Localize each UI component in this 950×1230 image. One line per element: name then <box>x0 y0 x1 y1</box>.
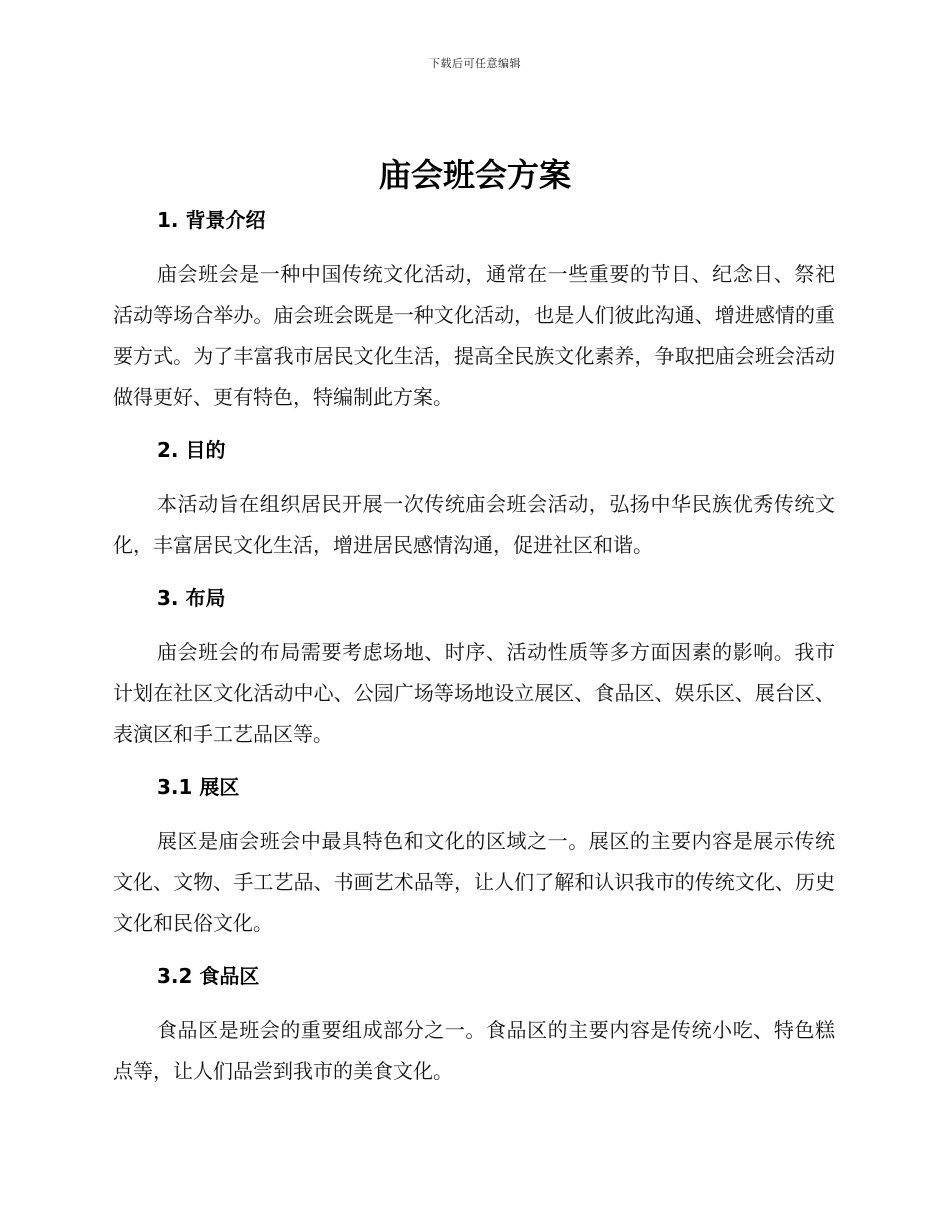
section-purpose <box>113 432 835 580</box>
section-heading: 3.2 食品区 <box>157 964 260 988</box>
section-paragraph: 食品区是班会的重要组成部分之一。食品区的主要内容是传统小吃、特色糕点等，让人们品尝到我市的美食文化。 <box>113 1018 835 1083</box>
section-paragraph: 庙会班会的布局需要考虑场地、时序、活动性质等多方面因素的影响。我市计划在社区文化活动中心、公园广场等场地设立展区、食品区、娱乐区、展台区、表演区和手工艺品区等。 <box>113 640 835 746</box>
section-food-area <box>113 958 835 1092</box>
section-exhibition-area <box>113 769 835 958</box>
section-paragraph: 展区是庙会班会中最具特色和文化的区域之一。展区的主要内容是展示传统文化、文物、手工艺品、书画艺术品等，让人们了解和认识我市的传统文化、历史文化和民俗文化。 <box>113 829 835 935</box>
section-heading: 3.1 展区 <box>157 775 240 799</box>
document-body <box>113 202 835 1092</box>
section-layout <box>113 580 835 769</box>
header-note: 下载后可任意编辑 <box>429 57 521 70</box>
section-heading: 1. 背景介绍 <box>157 208 266 232</box>
section-heading: 3. 布局 <box>157 586 226 610</box>
document-title: 庙会班会方案 <box>378 156 571 194</box>
section-paragraph: 本活动旨在组织居民开展一次传统庙会班会活动，弘扬中华民族优秀传统文化，丰富居民文化生活，增进居民感情沟通，促进社区和谐。 <box>113 492 835 557</box>
section-background <box>113 202 835 432</box>
section-paragraph: 庙会班会是一种中国传统文化活动，通常在一些重要的节日、纪念日、祭祀活动等场合举办。庙会班会既是一种文化活动，也是人们彼此沟通、增进感情的重要方式。为了丰富我市居民文化生活，提高全民族文化素养，争取把庙会班会活动做得更好、更有特色，特编制此方案。 <box>113 262 835 409</box>
section-heading: 2. 目的 <box>157 438 226 462</box>
